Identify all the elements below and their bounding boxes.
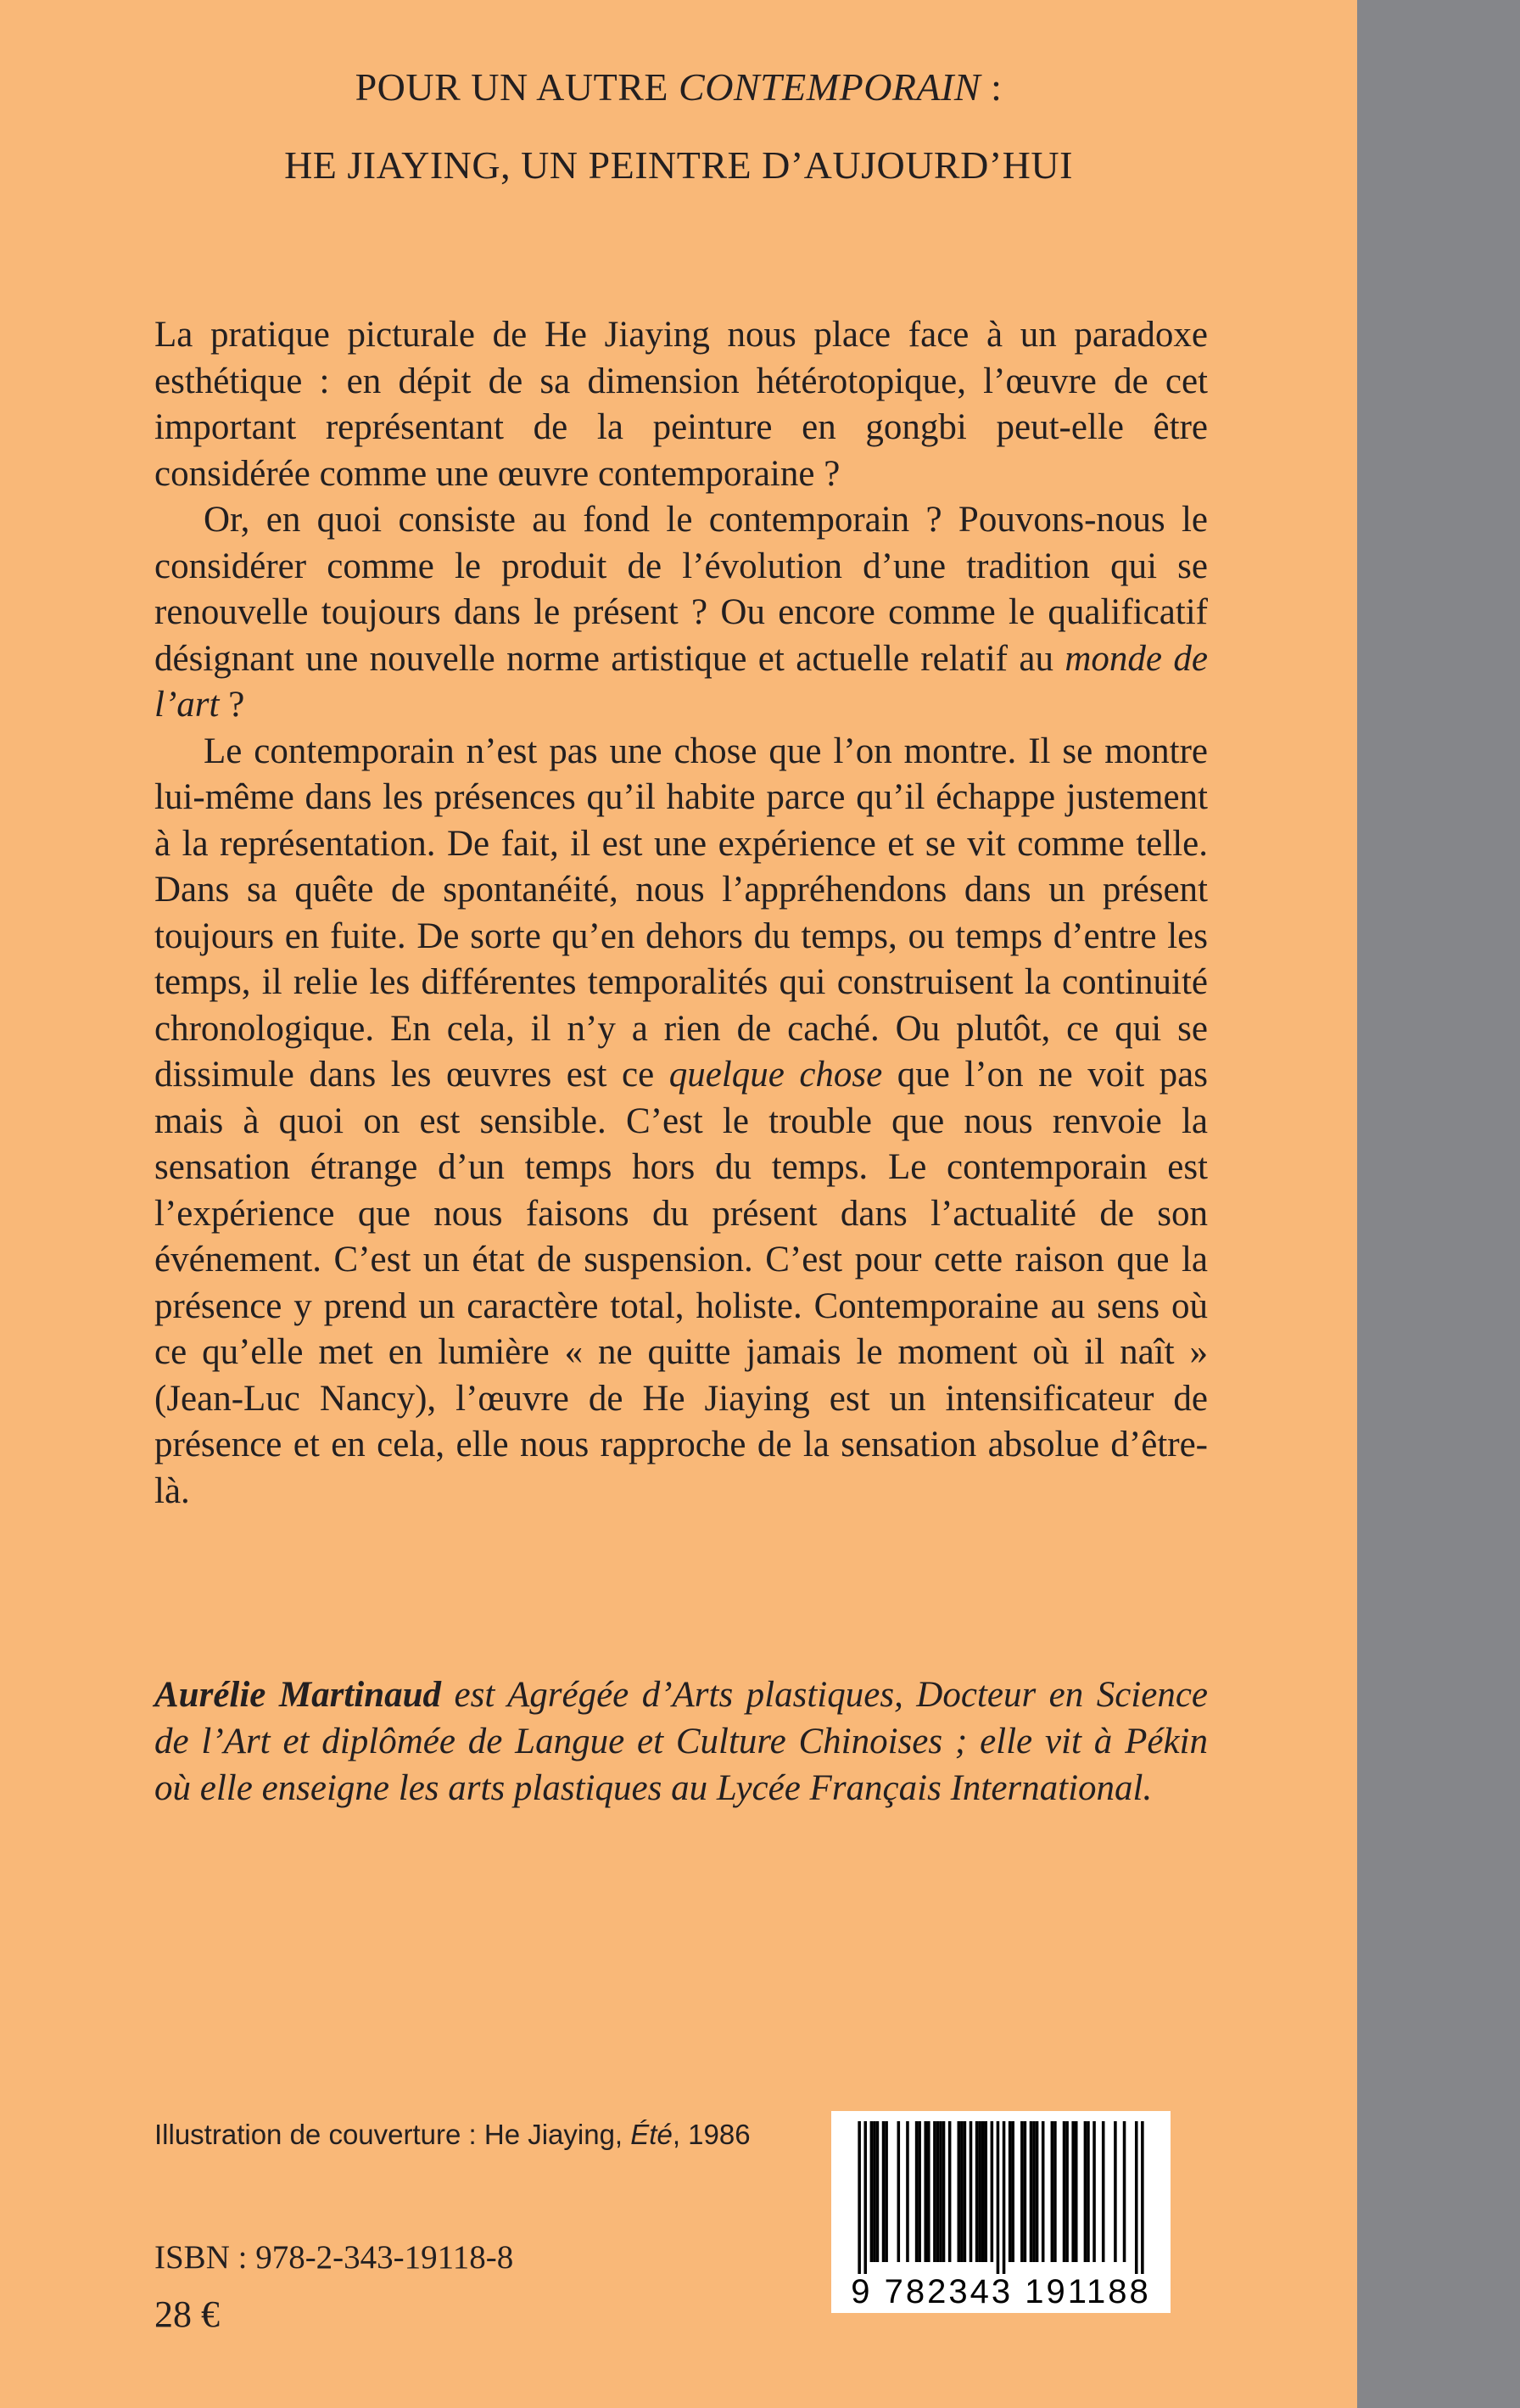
price: 28 € — [154, 2293, 220, 2335]
barcode-bar — [858, 2121, 861, 2274]
barcode-bar — [970, 2121, 973, 2262]
blurb-paragraph-1: La pratique picturale de He Jiaying nous place face à un paradoxe esthétique : en dépit de sa dimension hétérotopique, l’œuvre de cet important représentant de la peinture en gongbi peut-elle être considérée comme une œuvre contemporaine ? — [154, 315, 1208, 494]
title-suffix: : — [981, 65, 1003, 109]
barcode-bar — [948, 2121, 952, 2262]
barcode-digits: 9 782343 191188 — [851, 2273, 1151, 2310]
barcode-bar — [975, 2121, 979, 2262]
barcode-bar — [1092, 2121, 1096, 2262]
barcode-bar — [1053, 2121, 1057, 2262]
barcode — [831, 2111, 1171, 2313]
barcode-bar — [1030, 2121, 1033, 2262]
barcode-bar — [939, 2121, 942, 2262]
barcode-bar — [991, 2121, 994, 2262]
book-title-line-2: HE JIAYING, UN PEINTRE D’AUJOURD’HUI — [284, 143, 1073, 187]
barcode-bar — [1042, 2121, 1045, 2262]
blurb-paragraph-3 — [154, 729, 1208, 1515]
barcode-bar — [964, 2121, 967, 2262]
barcode-bar — [927, 2121, 930, 2262]
blurb-p3-text-a: Le contemporain n’est pas une chose que l’on montre. Il se montre lui-même dans les présences qu’il habite parce qu’il échappe justement à la représentation. De fait, il est une expérience et se vit comme telle. Dans sa quête de spontanéité, nous l’appréhendons dans un présent toujours en fuite. De sorte qu’en dehors du temps, ou temps d’entre les temps, il relie les différentes temporalités qui construisent la continuité chronologique. En cela, il n’y a rien de caché. Ou plutôt, ce qui se dissimule dans les œuvres est ce — [154, 731, 1208, 1095]
book-title-line-1 — [0, 64, 1357, 109]
isbn: ISBN : 978-2-343-19118-8 — [154, 2239, 514, 2276]
author-bio-text: est Agrégée d’Arts plastiques, Docteur en Science de l’Art et diplômée de Langue et Culture Chinoises ; elle vit à Pékin où elle enseigne les arts plastiques au Lycée Français International. — [154, 1675, 1208, 1808]
author-bio — [154, 1672, 1208, 1812]
barcode-bar — [1135, 2121, 1138, 2274]
barcode-bar — [1011, 2121, 1014, 2262]
barcode-bar — [984, 2121, 987, 2262]
barcode-bar — [1087, 2121, 1090, 2262]
barcode-bar — [1003, 2121, 1006, 2274]
barcode-graphic — [831, 2111, 1171, 2313]
barcode-bar — [882, 2121, 886, 2262]
barcode-bar — [906, 2121, 909, 2262]
barcode-bar — [1123, 2121, 1126, 2262]
barcode-bar — [1032, 2121, 1036, 2262]
author-name: Aurélie Martinaud — [154, 1675, 442, 1715]
barcode-bar — [870, 2121, 874, 2262]
barcode-bar — [960, 2121, 964, 2262]
blurb-p2-end: ? — [219, 685, 245, 725]
barcode-bars — [858, 2121, 1143, 2274]
barcode-bar — [936, 2121, 940, 2262]
title-prefix: POUR UN AUTRE — [355, 65, 679, 109]
barcode-bar — [885, 2121, 888, 2262]
barcode-bar — [915, 2121, 919, 2262]
barcode-bar — [918, 2121, 921, 2262]
barcode-bar — [1075, 2121, 1078, 2262]
barcode-bar — [1009, 2121, 1012, 2262]
barcode-bar — [997, 2121, 1000, 2274]
barcode-bar — [1051, 2121, 1054, 2262]
barcode-bar — [1102, 2121, 1105, 2262]
barcode-bar — [978, 2121, 981, 2262]
credit-prefix: Illustration de couverture : He Jiaying, — [154, 2119, 631, 2150]
blurb-p3-text-b: que l’on ne voit pas mais à quoi on est sensible. C’est le trouble que nous renvoie la sensation étrange d’un temps hors du temps. Le contemporain est l’expérience que nous faisons du présent dans l’actualité de son événement. C’est un état de suspension. C’est pour cette raison que la présence y prend un caractère total, holiste. Contemporaine au sens où ce qu’elle met en lumière « ne quitte jamais le moment où il naît » (Jean-Luc Nancy), l’œuvre de He Jiaying est un intensificateur de présence et en cela, elle nous rapproche de la sensation absolue d’être-là. — [154, 1055, 1208, 1511]
barcode-bar — [933, 2121, 936, 2262]
credit-suffix: , 1986 — [672, 2119, 751, 2150]
barcode-bar — [1114, 2121, 1117, 2262]
barcode-bar — [981, 2121, 985, 2262]
blurb-text — [154, 312, 1208, 1515]
spine-strip — [1357, 0, 1520, 2408]
title-italic-word: CONTEMPORAIN — [679, 65, 981, 109]
barcode-bar — [1036, 2121, 1039, 2262]
barcode-bar — [1024, 2121, 1027, 2262]
illustration-credit — [154, 2119, 751, 2151]
barcode-bar — [1020, 2121, 1024, 2262]
blurb-p2-italic: monde de l’art — [154, 638, 1208, 725]
barcode-bar — [1071, 2121, 1075, 2262]
barcode-bar — [863, 2121, 867, 2274]
credit-artwork-title: Été — [630, 2119, 673, 2150]
barcode-bar — [873, 2121, 876, 2262]
barcode-bar — [958, 2121, 961, 2262]
blurb-p3-italic: quelque chose — [668, 1055, 883, 1095]
barcode-bar — [942, 2121, 946, 2262]
barcode-bar — [924, 2121, 927, 2262]
blurb-p2-text: Or, en quoi consiste au fond le contemporain ? Pouvons-nous le considérer comme le produit de l’évolution d’une tradition qui se renouvelle toujours dans le présent ? Ou encore comme le qualificatif désignant une nouvelle norme artistique et actuelle relatif au — [154, 500, 1208, 679]
barcode-bar — [1141, 2121, 1144, 2274]
barcode-bar — [1084, 2121, 1087, 2262]
barcode-bar — [1065, 2121, 1069, 2262]
barcode-bar — [1063, 2121, 1066, 2262]
barcode-bar — [876, 2121, 880, 2262]
barcode-bar — [897, 2121, 901, 2262]
blurb-paragraph-2 — [154, 497, 1208, 729]
